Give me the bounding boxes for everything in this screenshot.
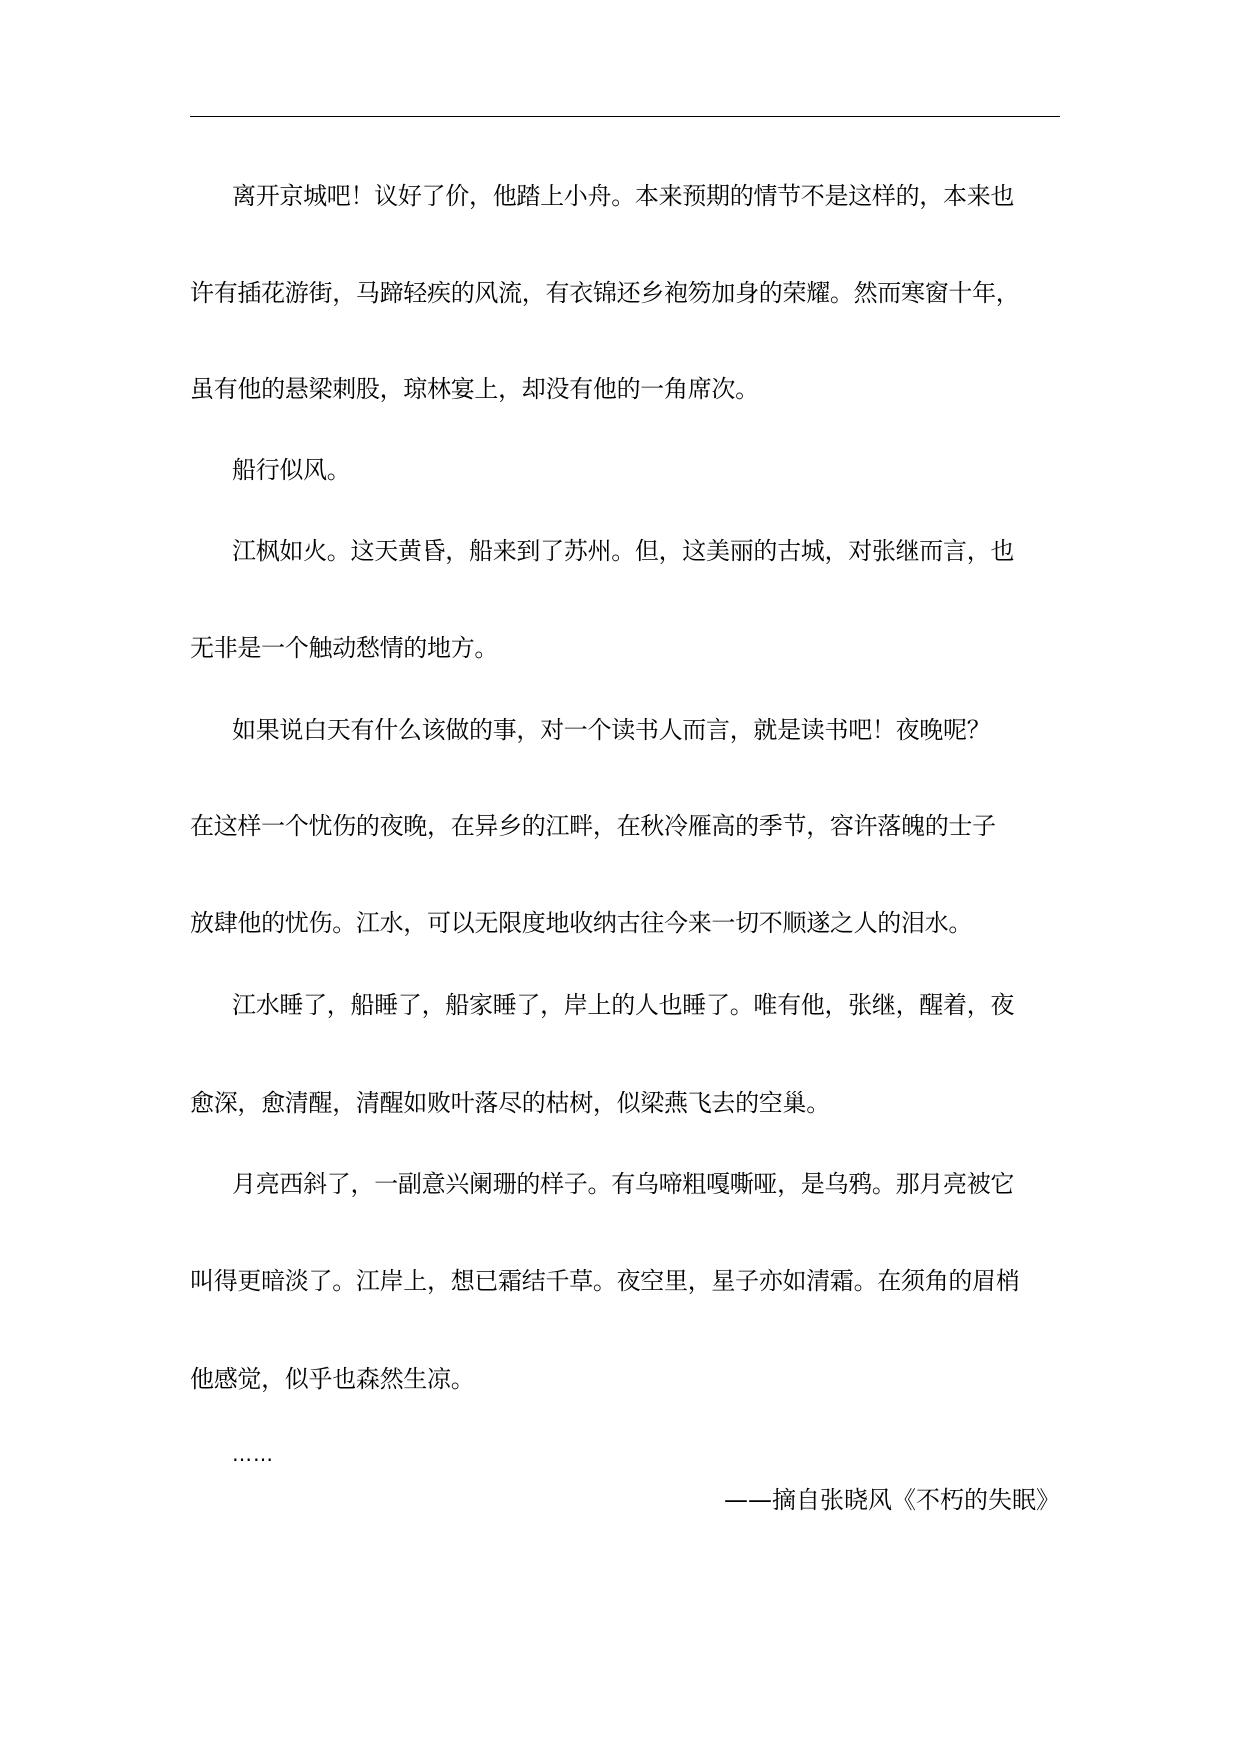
text-line: 无非是一个触动愁情的地方。	[190, 634, 499, 662]
text-line: 船行似风。	[232, 456, 351, 484]
ellipsis: ……	[232, 1442, 274, 1466]
text-line: 如果说白天有什么该做的事，对一个读书人而言，就是读书吧！夜晚呢？	[232, 716, 991, 744]
text-line: 愈深，愈清醒，清醒如败叶落尽的枯树，似梁燕飞去的空巢。	[190, 1089, 830, 1117]
text-line: 叫得更暗淡了。江岸上，想已霜结千草。夜空里，星子亦如清霜。在须角的眉梢	[190, 1267, 1020, 1295]
source-attribution: ——摘自张晓风《不朽的失眠》	[724, 1486, 1060, 1514]
text-line: 月亮西斜了，一副意兴阑珊的样子。有乌啼粗嘎嘶哑，是乌鸦。那月亮被它	[232, 1170, 1015, 1198]
text-line: 江水睡了，船睡了，船家睡了，岸上的人也睡了。唯有他，张继，醒着，夜	[232, 991, 1015, 1019]
text-line: 他感觉，似乎也森然生凉。	[190, 1365, 475, 1393]
text-line: 在这样一个忧伤的夜晚，在异乡的江畔，在秋冷雁高的季节，容许落魄的士子	[190, 812, 996, 840]
text-line: 虽有他的悬梁刺股，琼林宴上，却没有他的一角席次。	[190, 375, 759, 403]
text-line: 离开京城吧！议好了价，他踏上小舟。本来预期的情节不是这样的，本来也	[232, 182, 1015, 210]
text-line: 江枫如火。这天黄昏，船来到了苏州。但，这美丽的古城，对张继而言，也	[232, 537, 1015, 565]
text-line: 放肆他的忧伤。江水，可以无限度地收纳古往今来一切不顺遂之人的泪水。	[190, 909, 973, 937]
text-line: 许有插花游街，马蹄轻疾的风流，有衣锦还乡袍笏加身的荣耀。然而寒窗十年，	[190, 279, 1020, 307]
header-rule	[190, 116, 1060, 117]
